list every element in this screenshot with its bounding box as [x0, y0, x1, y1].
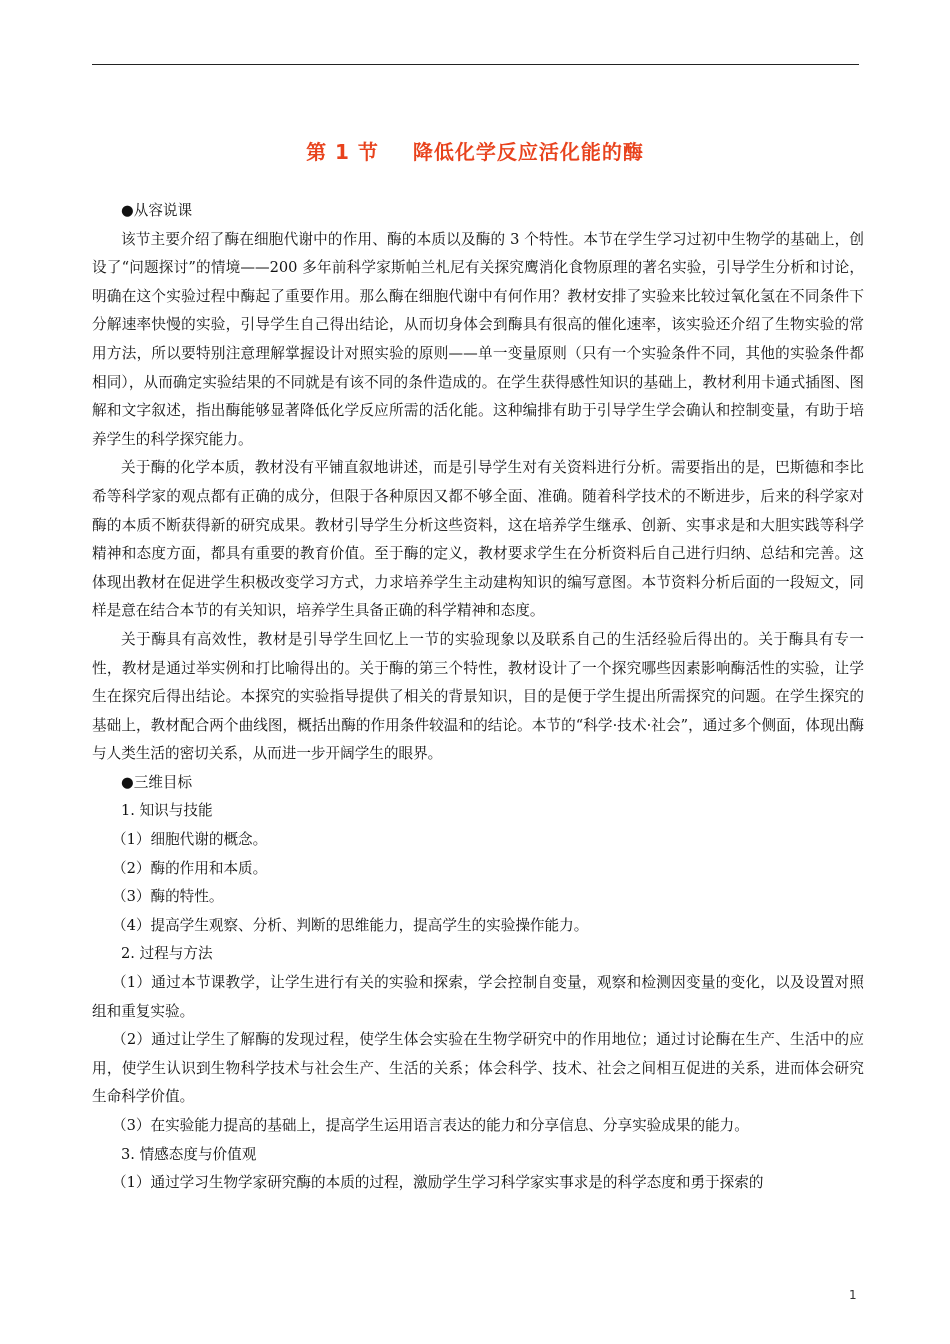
knowledge-item: （3）酶的特性。 — [112, 888, 224, 906]
intro-paragraph: 关于酶具有高效性，教材是引导学生回忆上一节的实验现象以及联系自己的生活经验后得出的。关于酶具有专一性，教材是通过举实例和打比喻得出的。关于酶的第三个特性，教材设计了一个探究哪些因素影响酶活性的实验，让学生在探究后得出结论。本探究的实验指导提供了相关的背景知识，目的是便于学生提出所需探究的问题。在学生探究的基础上，教材配合两个曲线图，概括出酶的作用条件较温和的结论。本节的“科学·技术·社会”，通过多个侧面，体现出酶与人类生活的密切关系，从而进一步开阔学生的眼界。 — [92, 630, 864, 763]
section-title: 降低化学反应活化能的酶 — [412, 140, 644, 164]
section-number: 第 1 节 — [306, 140, 379, 164]
goals-heading: ●三维目标 — [121, 773, 193, 791]
knowledge-heading: 1. 知识与技能 — [121, 802, 213, 820]
attitude-item: （1）通过学习生物学家研究酶的本质的过程，激励学生学习科学家实事求是的科学态度和勇于探索的 — [112, 1174, 764, 1192]
knowledge-item: （4）提高学生观察、分析、判断的思维能力，提高学生的实验操作能力。 — [112, 916, 589, 934]
page-title — [0, 136, 950, 165]
header-rule — [92, 64, 859, 65]
knowledge-item: （2）酶的作用和本质。 — [112, 859, 268, 877]
process-item: （2）通过让学生了解酶的发现过程，使学生体会实验在生物学研究中的作用地位；通过讨论酶在生产、生活中的应用，使学生认识到生物科学技术与社会生产、生活的关系；体会科学、技术、社会之间相互促进的关系，进而体会研究生命科学价值。 — [92, 1031, 864, 1106]
intro-paragraph: 该节主要介绍了酶在细胞代谢中的作用、酶的本质以及酶的 3 个特性。本节在学生学习过初中生物学的基础上，创设了“问题探讨”的情境——200 多年前科学家斯帕兰札尼有关探究鹰消化食物原理的著名实验，引导学生分析和讨论，明确在这个实验过程中酶起了重要作用。那么酶在细胞代谢中有何作用？教材安排了实验来比较过氧化氢在不同条件下分解速率快慢的实验，引导学生自己得出结论，从而切身体会到酶具有很高的催化速率，该实验还介绍了生物实验的常用方法，所以要特别注意理解掌握设计对照实验的原则——单一变量原则（只有一个实验条件不同，其他的实验条件都相同），从而确定实验结果的不同就是有该不同的条件造成的。在学生获得感性知识的基础上，教材利用卡通式插图、图解和文字叙述，指出酶能够显著降低化学反应所需的活化能。这种编排有助于引导学生学会确认和控制变量，有助于培养学生的科学探究能力。 — [92, 230, 864, 448]
process-item: （1）通过本节课教学，让学生进行有关的实验和探索，学会控制自变量，观察和检测因变量的变化，以及设置对照组和重复实验。 — [92, 974, 864, 1020]
intro-paragraph: 关于酶的化学本质，教材没有平铺直叙地讲述，而是引导学生对有关资料进行分析。需要指出的是，巴斯德和李比希等科学家的观点都有正确的成分，但限于各种原因又都不够全面、准确。随着科学技术的不断进步，后来的科学家对酶的本质不断获得新的研究成果。教材引导学生分析这些资料，这在培养学生继承、创新、实事求是和大胆实践等科学精神和态度方面，都具有重要的教育价值。至于酶的定义，教材要求学生在分析资料后自己进行归纳、总结和完善。这体现出教材在促进学生积极改变学习方式，力求培养学生主动建构知识的编写意图。本节资料分析后面的一段短文，同样是意在结合本节的有关知识，培养学生具备正确的科学精神和态度。 — [92, 459, 864, 620]
intro-heading: ●从容说课 — [121, 202, 193, 219]
attitude-heading: 3. 情感态度与价值观 — [121, 1145, 257, 1163]
process-heading: 2. 过程与方法 — [121, 945, 213, 963]
knowledge-item: （1）细胞代谢的概念。 — [112, 831, 268, 849]
page-number: 1 — [849, 1288, 857, 1302]
document-body — [92, 197, 864, 1198]
process-item: （3）在实验能力提高的基础上，提高学生运用语言表达的能力和分享信息、分享实验成果的能力。 — [112, 1117, 749, 1134]
